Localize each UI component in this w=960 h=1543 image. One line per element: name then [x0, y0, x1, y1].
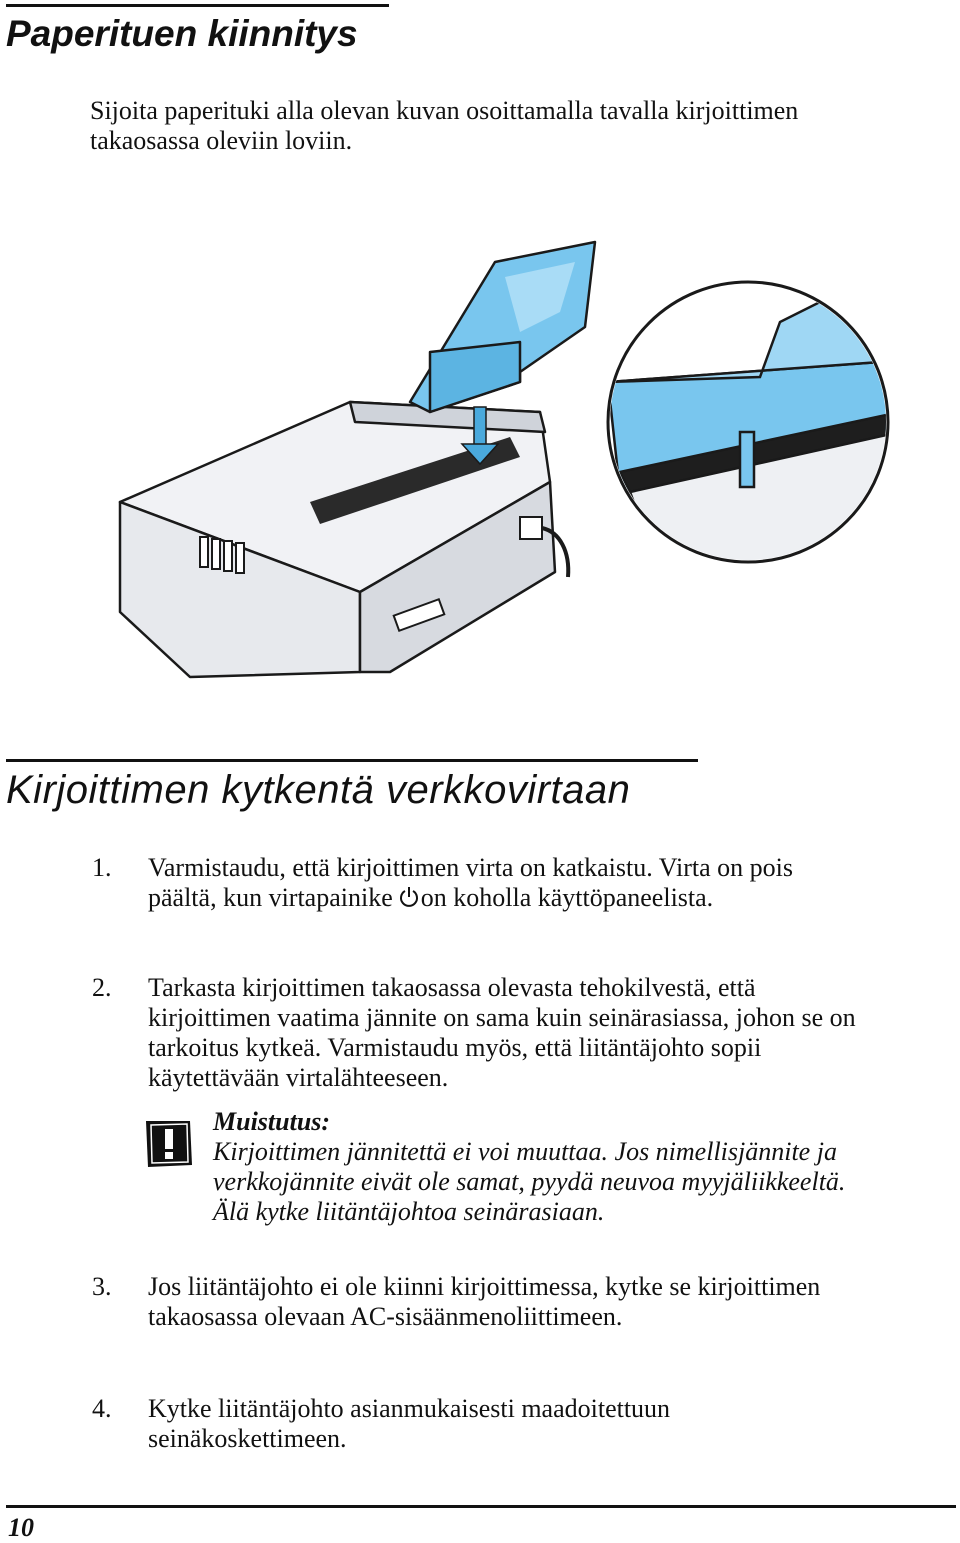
heading-paper-support: Paperituen kiinnitys — [6, 13, 358, 54]
text-line: käytettävään virtalähteeseen. — [148, 1063, 449, 1092]
text-line: Jos liitäntäjohto ei ole kiinni kirjoittimessa, kytke se kirjoittimen — [148, 1272, 821, 1301]
text-line: Varmistaudu, että kirjoittimen virta on katkaistu. Virta on pois — [148, 853, 793, 882]
power-icon — [399, 886, 419, 908]
heading-rule-power — [6, 759, 698, 762]
step-number: 1. — [92, 853, 112, 882]
step-number: 3. — [92, 1272, 112, 1301]
text-line: takaosassa oleviin loviin. — [90, 126, 353, 155]
caution-icon — [142, 1117, 196, 1169]
heading-rule-paper-support — [6, 4, 389, 7]
note-line: verkkojännite eivät ole samat, pyydä neuvoa myyjäliikkeeltä. — [213, 1167, 846, 1196]
text-line: Kytke liitäntäjohto asianmukaisesti maadoitettuun — [148, 1394, 671, 1423]
text-line: seinäkoskettimeen. — [148, 1424, 347, 1453]
text-line: takaosassa olevaan AC-sisäänmenoliittimeen. — [148, 1302, 623, 1331]
text-line: Sijoita paperituki alla olevan kuvan osoittamalla tavalla kirjoittimen — [90, 96, 799, 125]
footer-rule — [6, 1505, 956, 1508]
note-title: Muistutus: — [213, 1107, 331, 1136]
caution-note — [213, 1107, 845, 1227]
text-line: kirjoittimen vaatima jännite on sama kuin seinärasiassa, johon se on — [148, 1003, 856, 1032]
note-line: Älä kytke liitäntäjohtoa seinärasiaan. — [213, 1197, 605, 1226]
printer-illustration — [100, 232, 900, 682]
page-number: 10 — [8, 1513, 34, 1542]
paper-support-icon — [410, 242, 595, 412]
step-2-text — [148, 973, 856, 1093]
text-fragment: on koholla käyttöpaneelista. — [420, 883, 714, 912]
step-number: 2. — [92, 973, 112, 1002]
text-line: Tarkasta kirjoittimen takaosassa olevasta tehokilvestä, että — [148, 973, 756, 1002]
step-number: 4. — [92, 1394, 112, 1423]
magnified-detail-icon — [608, 272, 900, 572]
text-line: tarkoitus kytkeä. Varmistaudu myös, että liitäntäjohto sopii — [148, 1033, 762, 1062]
step-3-text — [148, 1272, 820, 1332]
step-4-text — [148, 1394, 670, 1454]
text-line — [148, 883, 793, 913]
step-1-text — [148, 853, 793, 913]
heading-power-connection: Kirjoittimen kytkentä verkkovirtaan — [6, 768, 631, 812]
text-fragment: päältä, kun virtapainike — [148, 883, 393, 912]
paper-support-instructions — [90, 96, 798, 156]
note-line: Kirjoittimen jännitettä ei voi muuttaa. Jos nimellisjännite ja — [213, 1137, 837, 1166]
ac-inlet — [520, 517, 542, 539]
